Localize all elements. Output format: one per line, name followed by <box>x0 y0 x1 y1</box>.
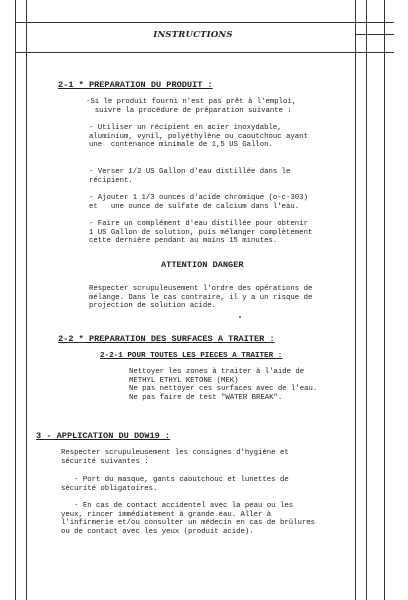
left-margin-line-2 <box>26 0 27 600</box>
section-2-2-title: 2-2 * PREPARATION DES SURFACES A TRAITER : <box>58 334 275 344</box>
danger-text: Respecter scrupuleusement l'ordre des opérations de mélange. Dans le cas contraire, il y a un risque de projection de solution acide. <box>89 285 313 311</box>
section-3-safety-gear: - Port du masque, gants caoutchouc et lunettes de sécurité obligatoires. <box>61 476 289 493</box>
section-2-1-title: 2-1 * PREPARATION DU PRODUIT : <box>58 80 213 90</box>
section-2-1-step-water: - Verser 1/2 US Gallon d'eau distillée dans le récipient. <box>89 168 291 185</box>
header-bottom-line <box>15 52 394 53</box>
section-2-2-1-text: Nettoyer les zones à traiter à l'aide de METHYL ETHYL KETONE (MEK) Ne pas nettoyer ces surfaces avec de l'eau. Ne pas faire de test "WATER BREAK". <box>129 368 318 402</box>
section-2-1-step-acid: - Ajouter 1 1/3 ounces d'acide chromique (o-c-303) et une ounce de sulfate de calcium dans l'eau. <box>89 194 308 211</box>
left-margin-line-1 <box>15 0 16 600</box>
danger-title: ATTENTION DANGER <box>161 260 244 270</box>
section-2-2-1-subtitle: 2-2-1 POUR TOUTES LES PIECES A TRAITER : <box>100 352 283 360</box>
right-margin-line-2 <box>366 0 367 600</box>
header-mid-line <box>355 34 394 35</box>
section-3-title: 3 - APPLICATION DU DOW19 : <box>36 431 171 441</box>
header-title: INSTRUCTIONS <box>153 30 233 40</box>
section-2-1-step-container: - Utiliser un récipient en acier inoxydable, aluminium, vynil, polyéthylène ou caoutchouc ayant une contenance minimale de 1,5 US Gallon. <box>89 124 308 150</box>
section-2-1-intro: -Si le produit fourni n'est pas prêt à l'emploi, suivre la procédure de préparation suivante : <box>86 98 297 115</box>
header-top-line <box>15 22 394 23</box>
right-margin-line-1 <box>355 0 356 600</box>
section-3-accident: - En cas de contact accidentel avec la peau ou les yeux, rincer immédiatement à grande eau. Aller à l'infirmerie et/ou consulter un médecin en cas de brûlures ou de contact avec les yeux (produit acide). <box>61 502 315 536</box>
right-margin-line-3 <box>384 0 385 600</box>
scan-speck <box>239 316 241 318</box>
section-2-1-step-complete: - Faire un complément d'eau distillée pour obtenir 1 US Gallon de solution, puis mélanger complètement cette dernière pendant au moins 15 minutes. <box>89 220 313 246</box>
section-3-intro: Respecter scrupuleusement les consignes d'hygiène et sécurité suivantes : <box>61 449 289 466</box>
